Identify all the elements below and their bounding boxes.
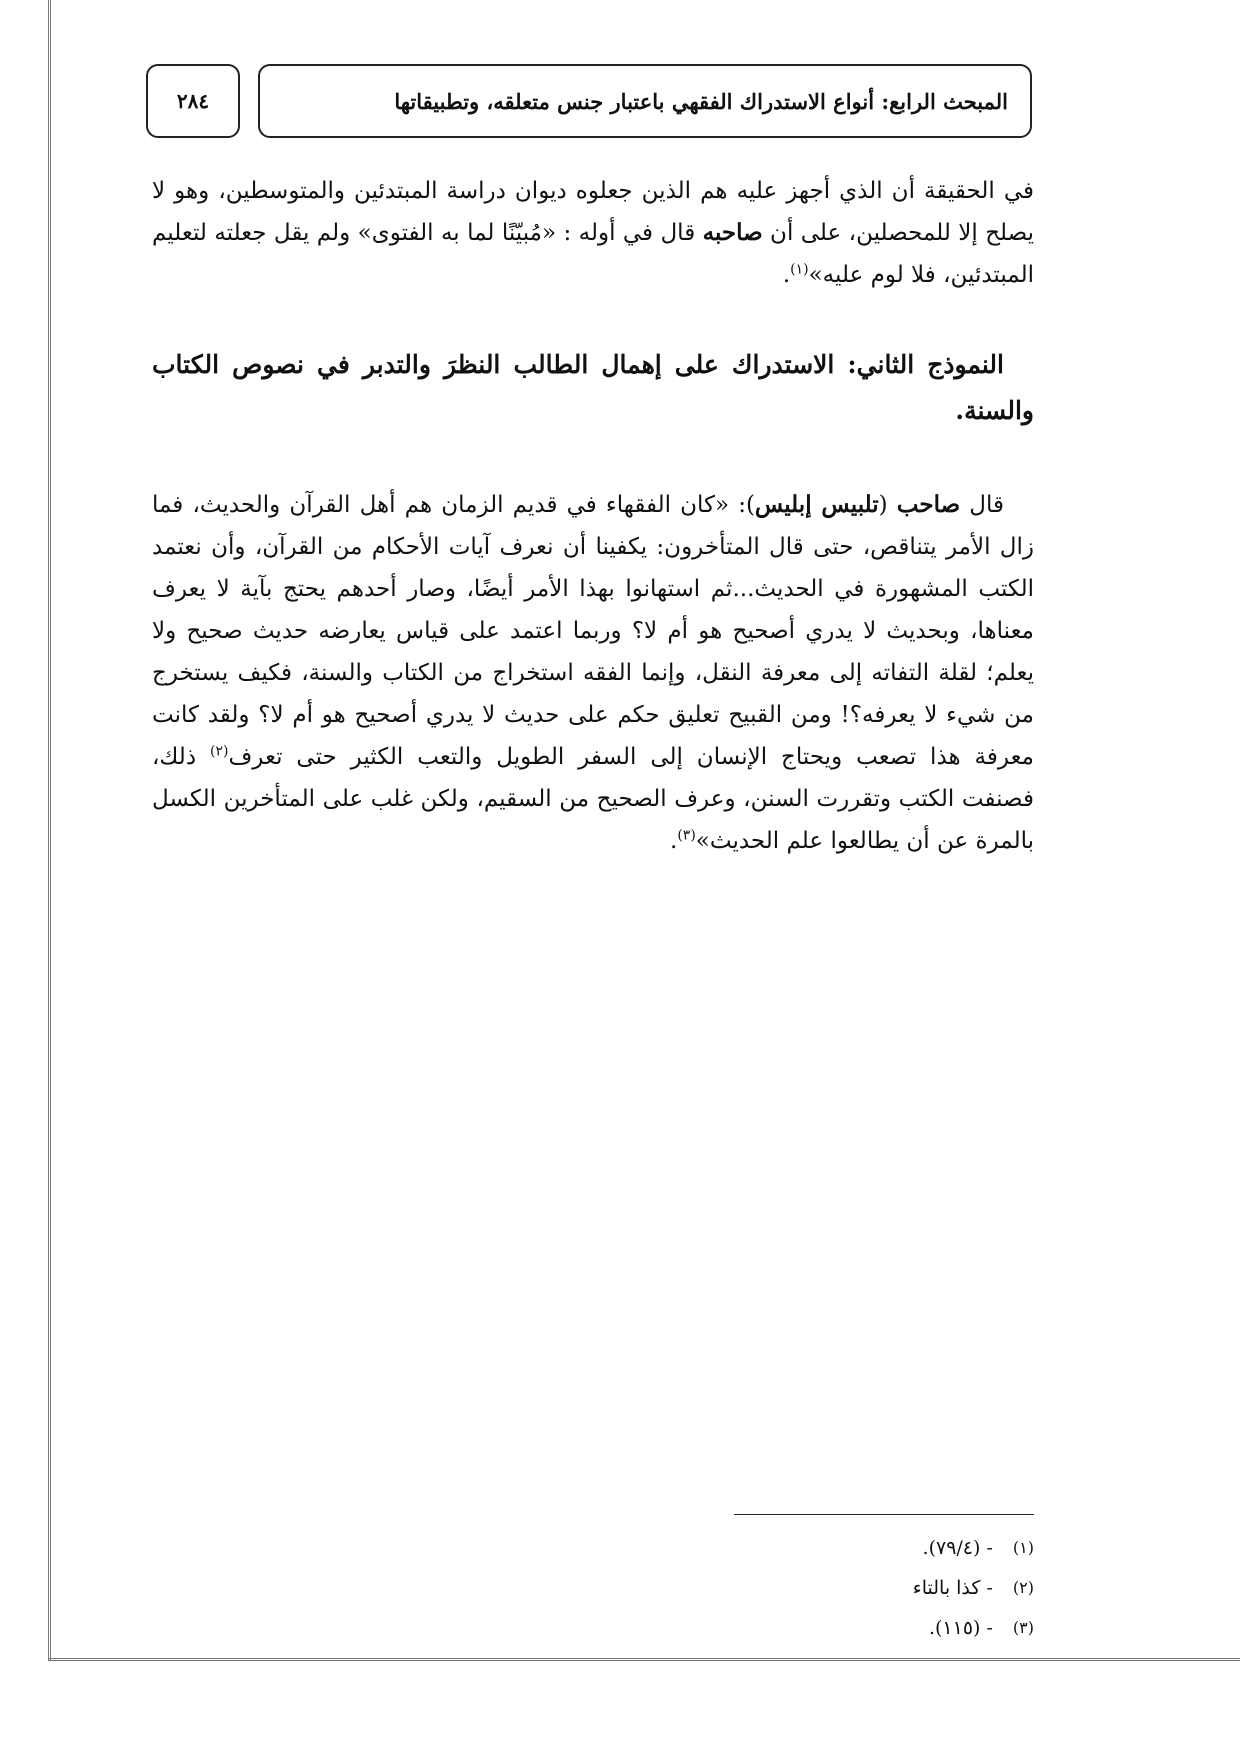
section-heading: النموذج الثاني: الاستدراك على إهمال الطالب النظرَ والتدبر في نصوص الكتاب والسنة. [152,350,1034,425]
footnote-separator [734,1514,1034,1515]
page-number [146,64,240,138]
page-body [152,170,1034,862]
footnote-1: (١) - (٧٩/٤). [922,1537,1034,1559]
paragraph-2: قال صاحب (تلبيس إبليس): «كان الفقهاء في قديم الزمان هم أهل القرآن والحديث، فما زال الأمر يتناقص، حتى قال المتأخرون: يكفينا أن نعرف آيات الأحكام من القرآن، وأن نعتمد الكتب المشهورة في الحديث...ثم استهانوا بهذا الأمر أيضًا، وصار أحدهم يحتج بآية لا يعرف معناها، وبحديث لا يدري أصحيح هو أم لا؟ وربما اعتمد على قياس يعارضه حديث صحيح ولا يعلم؛ لقلة التفاته إلى معرفة النقل، وإنما الفقه استخراج من الكتاب والسنة، فكيف يستخرج من شيء لا يعرفه؟! ومن القبيح تعليق حكم على حديث لا يدري أصحيح هو أم لا؟ ولقد كانت معرفة هذا تصعب ويحتاج الإنسان إلى السفر الطويل والتعب الكثير حتى تعرف$^{(٢)}$ ذلك، فصنفت الكتب وتقررت السنن، وعرف الصحيح من السقيم، ولكن غلب على المتأخرين الكسل بالمرة عن أن يطالعوا علم الحديث»$^{(٣)}$. [152,491,1034,854]
footnote-ref-1[interactable]: (١) [790,261,809,278]
footnote-ref-3[interactable]: (٣) [677,827,696,844]
footnote-3: (٣) - (١١٥). [928,1617,1034,1639]
page-number-text: ٢٨٤ [176,89,210,113]
footnotes [700,1528,1034,1648]
paragraph-1: في الحقيقة أن الذي أجهز عليه هم الذين جعلوه ديوان دراسة المبتدئين والمتوسطين، وهو لا يصلح إلا للمحصلين، على أن صاحبه قال في أوله : «مُبيّنًا لما به الفتوى» ولم يقل جعلته لتعليم المبتدئين، فلا لوم عليه»$^{(١)}$. [152,178,1035,288]
running-header [258,64,1032,138]
footnote-ref-2[interactable]: (٢) [209,743,229,760]
footnote-2: (٢) - كذا بالتاء [912,1577,1034,1599]
page-frame-bottom [48,1658,1240,1661]
running-header-title: المبحث الرابع: أنواع الاستدراك الفقهي باعتبار جنس متعلقه، وتطبيقاتها [394,88,1008,114]
page-frame-left [48,0,52,1660]
